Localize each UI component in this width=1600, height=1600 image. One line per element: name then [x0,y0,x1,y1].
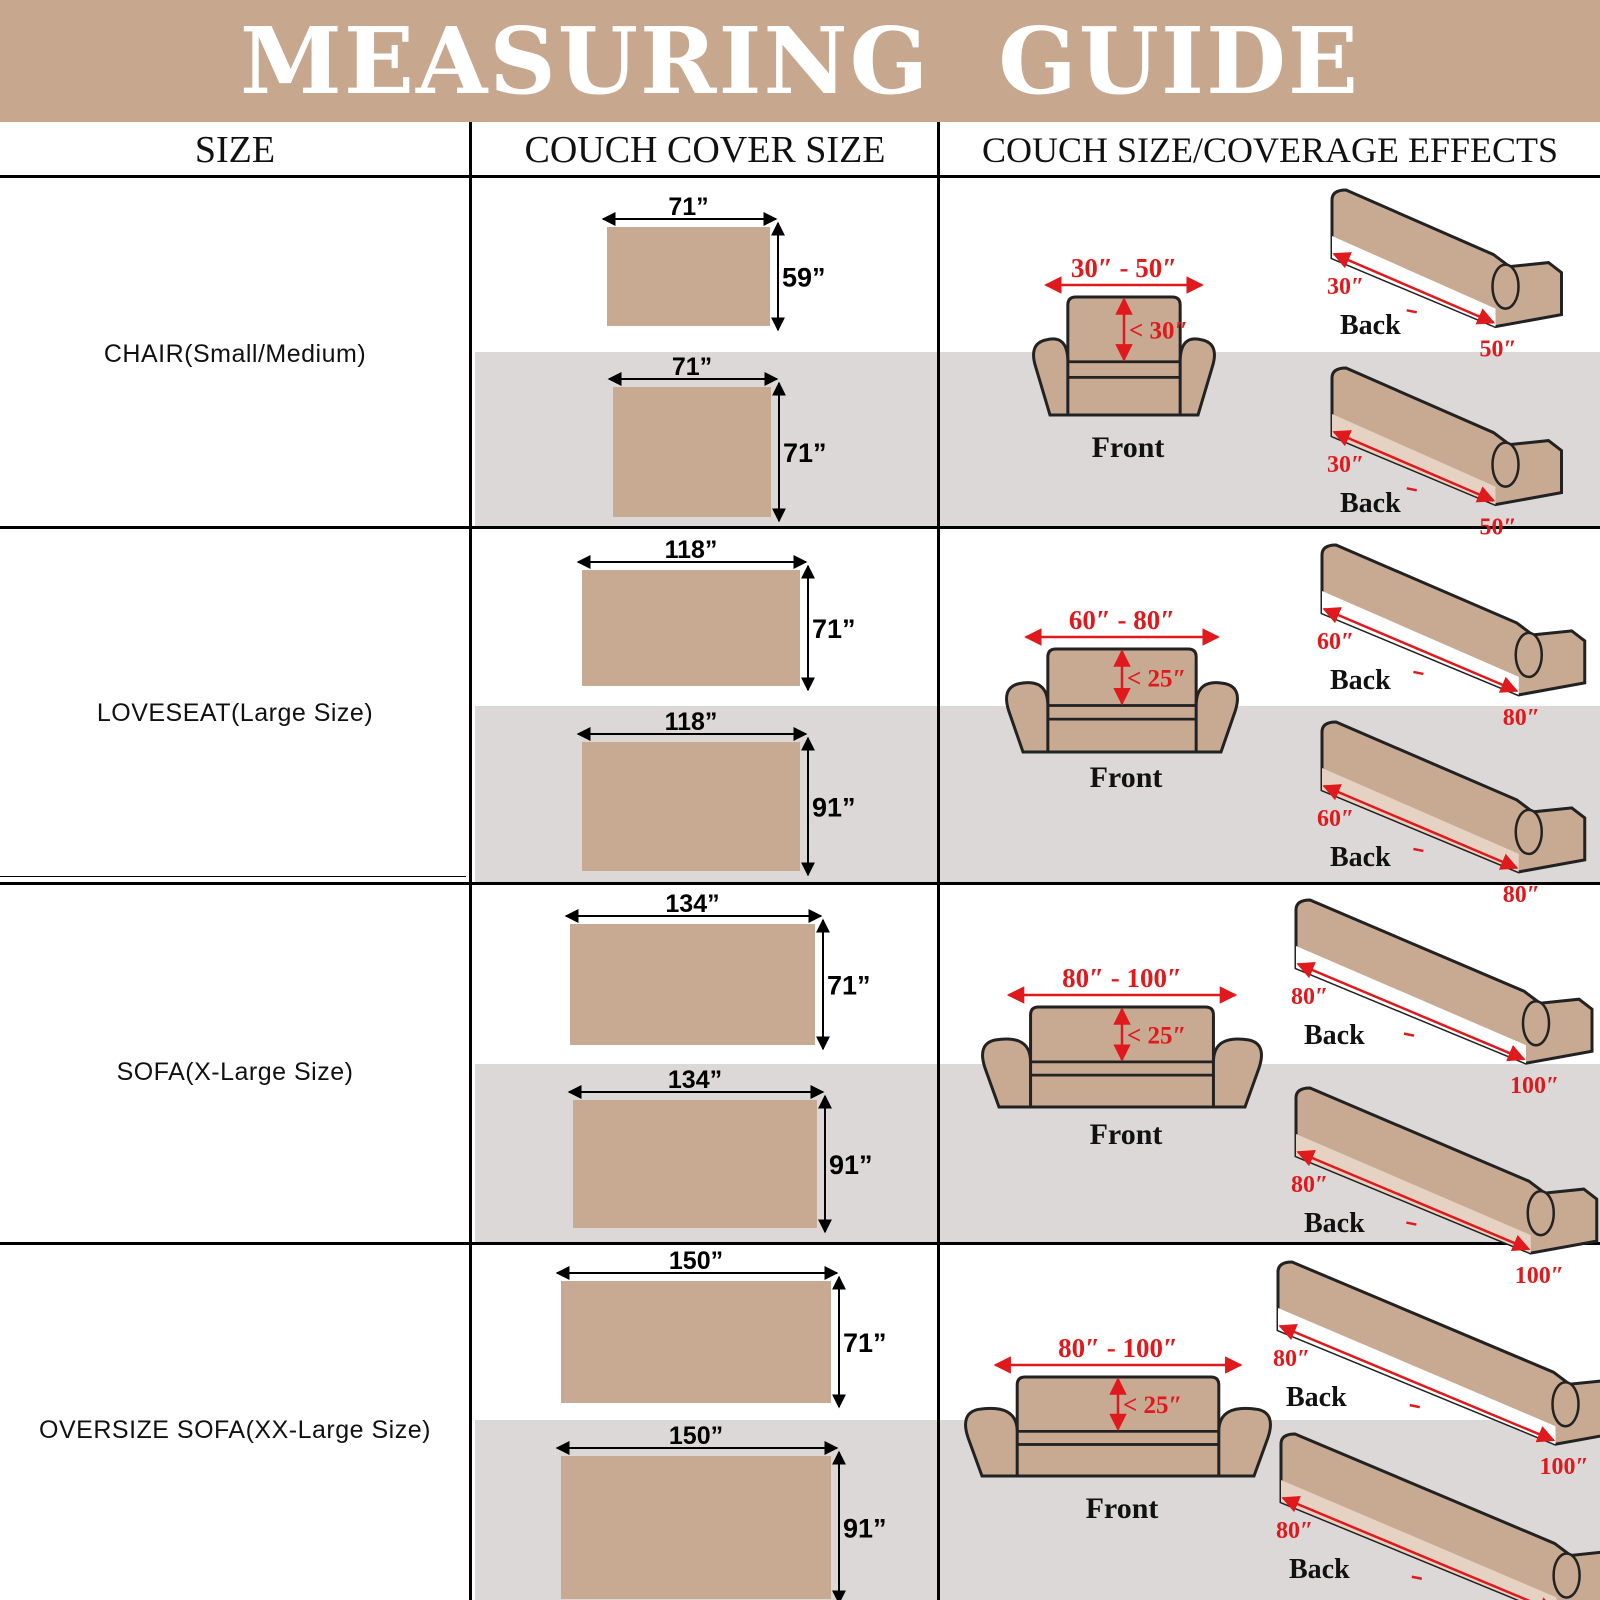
front-couch-arm [1219,1408,1271,1476]
cover-rect [561,1456,831,1599]
back-couch-arm-roll [1516,810,1542,854]
back-view-label: Back [1330,665,1391,696]
back-width-high-label: 100″ [1510,1073,1560,1100]
front-couch-arm [1034,339,1068,415]
cover-rect [570,924,815,1045]
header-cover-size: COUCH COVER SIZE [524,129,886,171]
front-couch-arm [966,1408,1018,1476]
back-view-label: Back [1304,1020,1365,1051]
front-width-label: 60″ - 80″ [1068,605,1176,635]
cover-height-label: 71” [827,970,871,1001]
back-width-low-label: 80″ [1291,1172,1329,1198]
back-view-label: Back [1289,1554,1350,1585]
back-view-label: Back [1304,1208,1365,1239]
front-couch-arm [1007,683,1048,752]
front-depth-label: < 25″ [1127,665,1187,693]
size-label-loveseat: LOVESEAT(Large Size) [96,699,374,727]
header-coverage-effects: COUCH SIZE/COVERAGE EFFECTS [981,130,1559,170]
cover-height-label: 91” [812,792,856,823]
back-width-low-label: 80″ [1276,1518,1314,1544]
front-couch-arm [1180,339,1214,415]
front-couch-seat [1048,706,1196,719]
back-width-high-label: 100″ [1539,1454,1589,1481]
front-couch-arm [1213,1039,1261,1107]
front-couch-base [992,1444,1244,1476]
front-couch-base [1054,377,1194,415]
cover-rect [573,1100,817,1228]
front-view-label: Front [1089,1118,1163,1151]
back-width-low-label: 80″ [1273,1346,1311,1372]
back-view-label: Back [1330,842,1391,873]
cover-rect [582,742,800,871]
size-label-oversize-sofa: OVERSIZE SOFA(XX-Large Size) [39,1416,431,1444]
back-couch-arm-roll [1493,265,1519,309]
back-width-dash [1406,1223,1416,1225]
cover-width-label: 71” [671,353,713,381]
cover-height-label: 91” [829,1150,873,1180]
back-width-dash [1412,1577,1422,1579]
back-width-low-label: 60″ [1317,806,1355,832]
back-width-high-label: 100″ [1514,1263,1565,1290]
front-depth-label: < 25″ [1123,1392,1183,1420]
back-width-dash [1407,310,1417,312]
cover-width-label: 118” [664,708,718,736]
front-width-label: 80″ - 100″ [1058,1333,1178,1363]
back-couch-body [1278,1262,1600,1444]
cover-rect [607,227,770,326]
header-size: SIZE [194,129,276,171]
cover-width-label: 150” [668,1247,724,1275]
front-view-label: Front [1085,1492,1159,1525]
front-view-label: Front [1091,431,1165,464]
back-width-low-label: 30″ [1327,452,1365,478]
back-width-high-label: 50″ [1479,336,1517,363]
front-width-label: 80″ - 100″ [1062,963,1182,993]
back-view-label: Back [1286,1382,1347,1413]
back-width-high-label: 80″ [1502,704,1541,731]
back-width-dash [1407,488,1417,490]
front-view-label: Front [1089,761,1163,794]
back-width-dash [1413,849,1423,851]
cover-height-label: 71” [843,1328,887,1358]
cover-width-label: 118” [664,536,718,564]
cover-width-label: 150” [668,1422,724,1450]
cover-width-label: 134” [665,890,720,918]
size-label-sofa: SOFA(X-Large Size) [116,1058,354,1086]
cover-height-label: 71” [783,438,827,468]
size-label-chair: CHAIR(Small/Medium) [103,340,367,368]
back-view-label: Back [1340,310,1401,341]
front-couch-base [1008,1075,1237,1107]
front-depth-label: < 25″ [1127,1022,1187,1050]
front-couch-seat [1031,1062,1214,1075]
back-width-dash [1404,1034,1414,1036]
front-couch-base [1029,719,1214,752]
back-couch-arm-roll [1523,1001,1549,1045]
cover-height-label: 91” [843,1513,887,1544]
back-couch-arm-roll [1516,633,1542,677]
back-couch-arm-roll [1553,1382,1579,1426]
page-title: MEASURING GUIDE [240,7,1360,115]
back-width-high-label: 50″ [1479,514,1517,541]
front-couch-seat [1017,1431,1219,1444]
cover-height-label: 59” [782,262,826,293]
cover-rect [582,570,800,686]
cover-width-label: 71” [668,193,709,221]
front-couch-arm [983,1039,1031,1107]
back-couch-arm-roll [1528,1191,1554,1235]
back-couch-arm-roll [1493,443,1519,487]
back-width-high-label: 80″ [1502,881,1541,908]
front-width-label: 30″ - 50″ [1070,253,1178,283]
cover-rect [561,1281,831,1403]
back-couch-arm-roll [1554,1553,1580,1597]
back-width-dash [1410,1405,1420,1407]
back-view-label: Back [1340,488,1401,519]
back-width-dash [1413,672,1423,674]
back-width-low-label: 80″ [1291,984,1329,1010]
front-couch-arm [1196,683,1237,752]
cover-width-label: 134” [667,1066,723,1094]
front-depth-label: < 30″ [1129,317,1189,345]
cover-rect [613,387,771,517]
back-width-low-label: 30″ [1327,274,1365,300]
front-couch-seat [1068,362,1180,377]
back-width-low-label: 60″ [1317,629,1355,655]
cover-height-label: 71” [812,614,856,644]
